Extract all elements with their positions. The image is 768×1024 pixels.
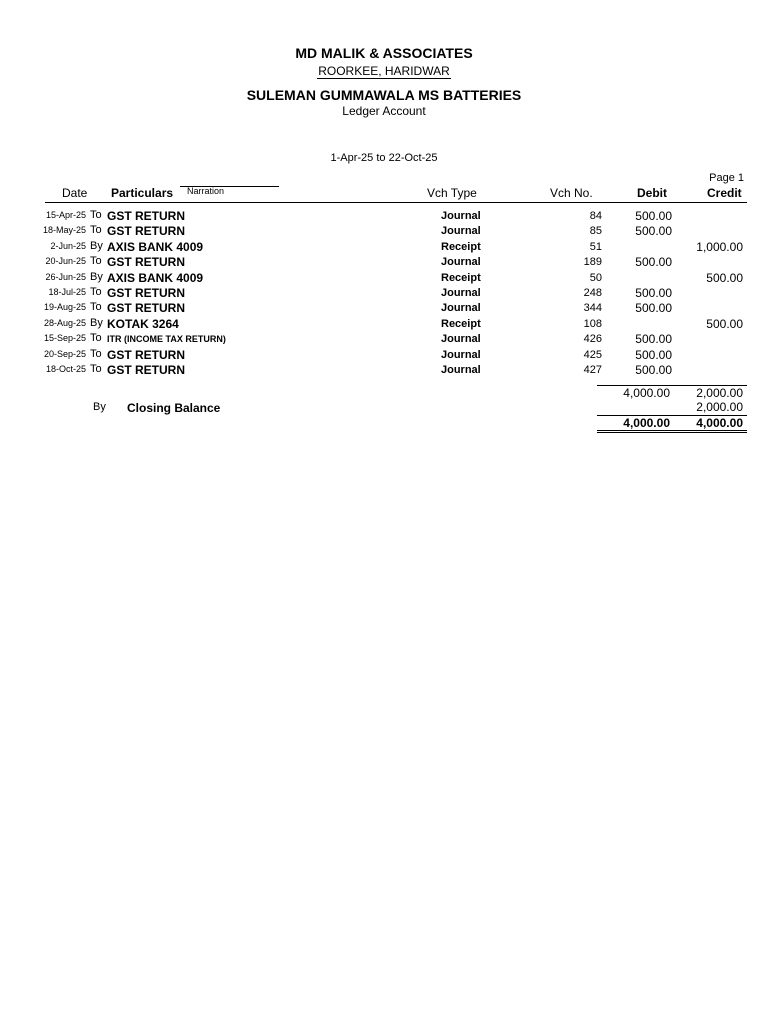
header-rule [45,202,747,203]
entry-vch-no: 108 [583,317,602,330]
grand-total-debit: 4,000.00 [623,416,670,430]
entry-vch-type: Receipt [441,240,481,253]
ledger-row [0,332,768,347]
party-name: SULEMAN GUMMAWALA MS BATTERIES [246,87,522,103]
entry-particulars: GST RETURN [107,347,185,362]
entry-date: 18-Jul-25 [48,287,86,297]
subtotal-debit: 4,000.00 [623,386,670,400]
entry-direction: To [90,363,102,375]
entry-direction: To [90,255,102,268]
entry-vch-type: Journal [441,302,481,315]
entry-vch-no: 51 [589,240,602,253]
report-type: Ledger Account [342,104,426,118]
entry-particulars: GST RETURN [107,363,185,377]
ledger-row [0,317,768,332]
entry-particulars: GST RETURN [107,301,185,316]
entry-vch-type: Journal [441,225,481,238]
entry-particulars: GST RETURN [107,224,185,239]
entry-direction: To [90,209,102,221]
entry-vch-no: 427 [583,364,602,376]
entry-vch-no: 425 [583,348,602,361]
entry-credit: 500.00 [706,270,743,285]
ledger-row [0,255,768,270]
entry-vch-type: Journal [441,256,481,269]
ledger-row [0,240,768,255]
entry-vch-type: Receipt [441,317,481,330]
entry-credit: 1,000.00 [696,239,743,254]
closing-direction: By [93,401,106,413]
entry-date: 15-Apr-25 [45,210,86,220]
entry-direction: By [90,239,103,252]
entry-debit: 500.00 [635,224,672,239]
entry-particulars: GST RETURN [107,209,185,223]
entry-vch-no: 84 [589,210,602,222]
entry-date: 20-Jun-25 [45,256,86,267]
entry-direction: To [90,347,102,360]
entry-direction: By [90,316,103,329]
entry-vch-no: 50 [589,271,602,284]
col-narration: Narration [187,186,225,196]
col-credit: Credit [707,186,742,200]
entry-vch-type: Journal [441,287,481,299]
ledger-row [0,363,768,378]
entry-direction: By [90,270,103,283]
grand-total-rule-bottom [597,430,747,431]
firm-address-text: ROORKEE, HARIDWAR [318,64,450,78]
entry-date: 28-Aug-25 [43,317,86,328]
entry-date: 15-Sep-25 [43,333,86,344]
ledger-row [0,286,768,301]
entry-vch-type: Journal [441,210,481,222]
firm-name: MD MALIK & ASSOCIATES [295,45,473,61]
entry-date: 18-May-25 [42,225,86,236]
ledger-row [0,348,768,363]
entry-vch-no: 344 [583,302,602,315]
ledger-row [0,224,768,239]
entry-direction: To [90,286,102,298]
entry-date: 20-Sep-25 [43,348,86,359]
entry-debit: 500.00 [635,347,672,362]
entry-credit: 500.00 [706,316,743,331]
col-vch-no: Vch No. [550,186,593,200]
entry-particulars: AXIS BANK 4009 [107,239,204,254]
entry-debit: 500.00 [635,209,672,223]
col-vch-type: Vch Type [427,186,477,200]
col-particulars: Particulars [111,186,174,200]
entry-vch-no: 248 [583,287,602,299]
ledger-row [0,301,768,316]
grand-total-rule-bottom-2 [597,432,747,433]
entry-vch-type: Receipt [441,271,481,284]
entry-debit: 500.00 [635,301,672,316]
closing-credit: 2,000.00 [696,400,743,414]
col-debit: Debit [637,186,667,200]
entry-date: 19-Aug-25 [43,302,86,313]
header-rule-narration [180,186,279,187]
entry-particulars: GST RETURN [107,286,185,300]
entry-vch-no: 85 [589,225,602,238]
subtotal-credit: 2,000.00 [696,386,743,400]
entry-vch-type: Journal [441,348,481,361]
entry-particulars: KOTAK 3264 [107,316,179,331]
entry-direction: To [90,332,102,345]
entry-debit: 500.00 [635,363,672,377]
entry-particulars: AXIS BANK 4009 [107,270,204,285]
closing-label: Closing Balance [127,401,221,415]
entry-vch-no: 189 [583,256,602,269]
entry-debit: 500.00 [635,255,672,270]
ledger-row [0,271,768,286]
entry-vch-no: 426 [583,333,602,346]
entry-date: 26-Jun-25 [45,271,86,282]
grand-total-credit: 4,000.00 [696,416,743,430]
entry-date: 2-Jun-25 [50,240,86,251]
entry-vch-type: Journal [441,364,481,376]
report-period: 1-Apr-25 to 22-Oct-25 [330,152,438,164]
page-number: Page 1 [709,172,744,184]
entry-particulars: ITR (INCOME TAX RETURN) [107,334,226,345]
entry-date: 18-Oct-25 [45,364,86,374]
col-date: Date [62,186,88,200]
firm-address [0,64,768,78]
entry-debit: 500.00 [635,286,672,300]
entry-direction: To [90,224,102,237]
entry-particulars: GST RETURN [107,255,185,270]
entry-vch-type: Journal [441,333,481,346]
entry-direction: To [90,301,102,314]
ledger-row [0,209,768,224]
entry-debit: 500.00 [635,332,672,347]
